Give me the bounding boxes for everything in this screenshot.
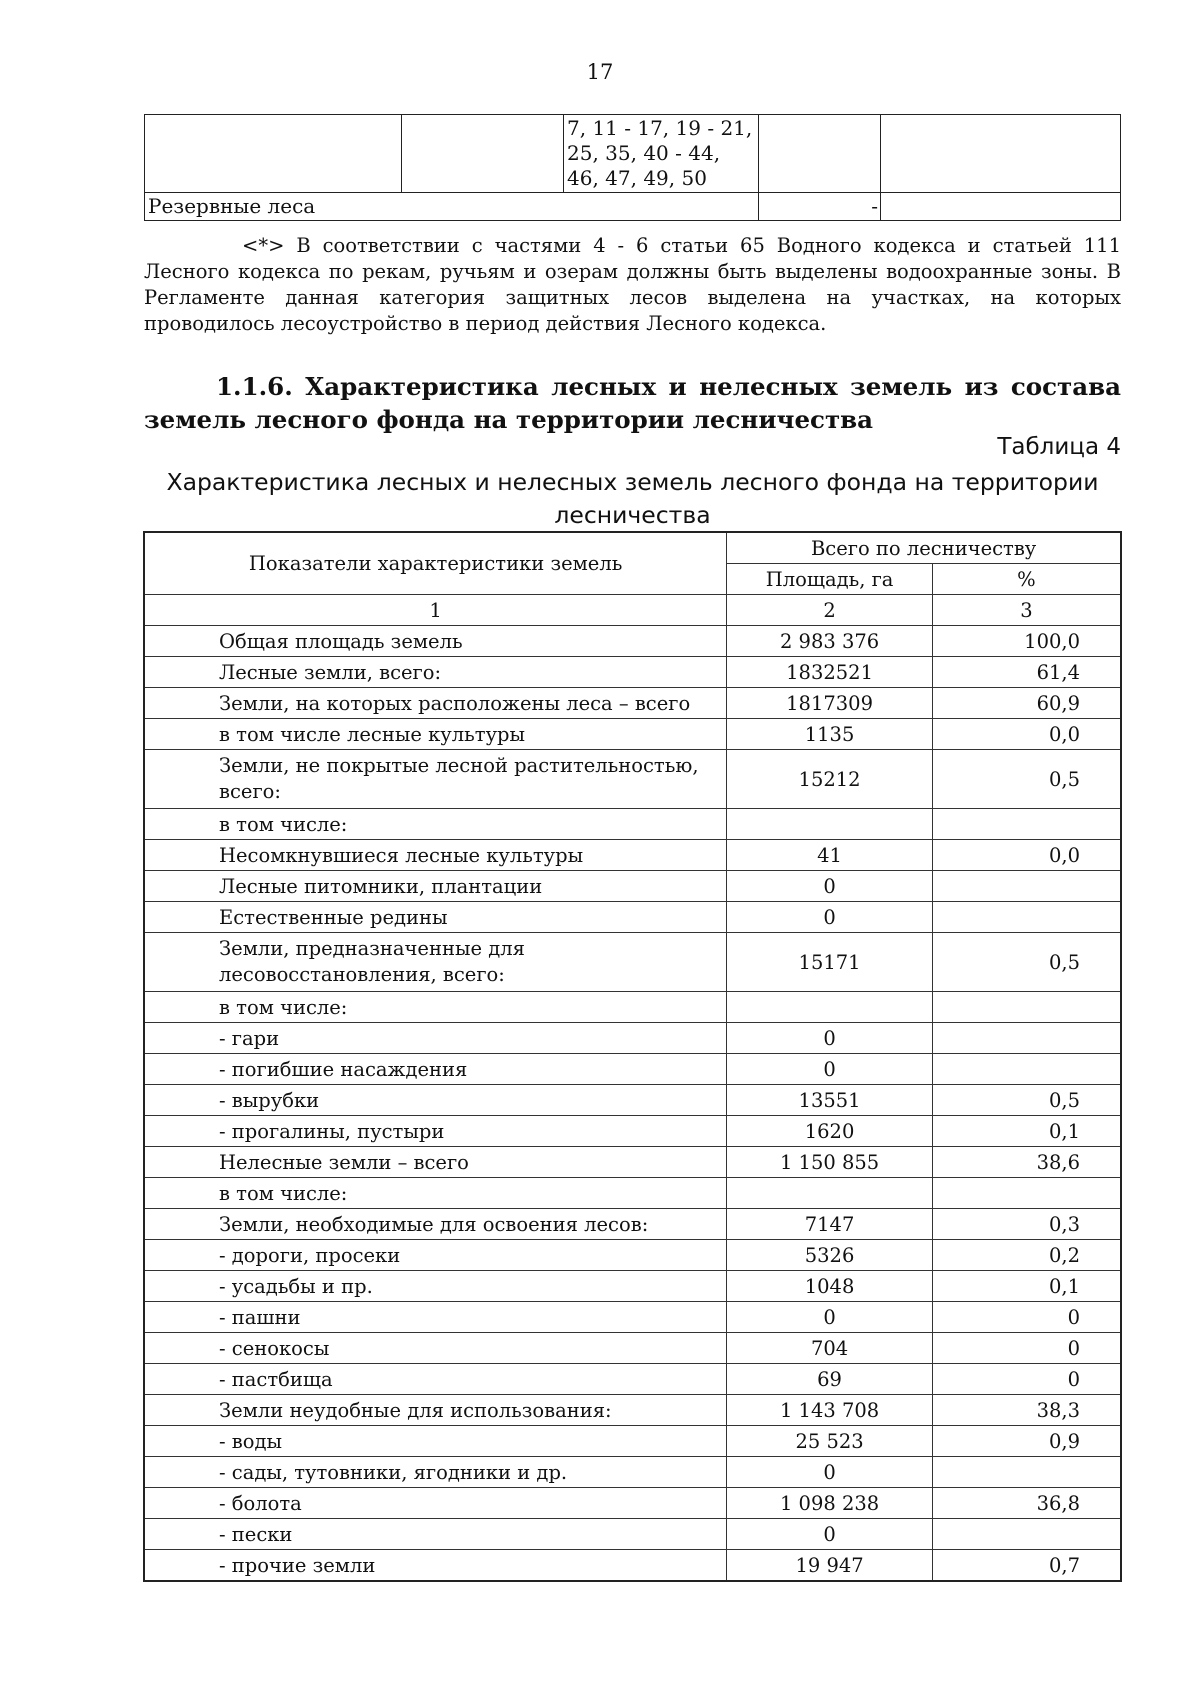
- row-area: 69: [727, 1364, 933, 1395]
- row-area: 15171: [727, 933, 933, 992]
- table-cell: [881, 115, 1121, 193]
- table-row: [144, 1116, 1121, 1147]
- table-row: [144, 1488, 1121, 1519]
- table-row: [144, 1426, 1121, 1457]
- row-percent: 0: [932, 1333, 1121, 1364]
- row-area: 0: [727, 871, 933, 902]
- row-percent: [932, 809, 1121, 840]
- row-area: 5326: [727, 1240, 933, 1271]
- table-body: [144, 626, 1121, 1582]
- table-cell: [402, 115, 564, 193]
- row-percent: [932, 1054, 1121, 1085]
- row-area: 25 523: [727, 1426, 933, 1457]
- row-label: - болота: [144, 1488, 727, 1519]
- row-area: 1048: [727, 1271, 933, 1302]
- row-percent: [932, 1178, 1121, 1209]
- column-number: 1: [144, 595, 727, 626]
- footnote: [144, 233, 1121, 337]
- column-number: 3: [932, 595, 1121, 626]
- table-row: [144, 1457, 1121, 1488]
- row-percent: 0,0: [932, 840, 1121, 871]
- column-number: 2: [727, 595, 933, 626]
- table-row: [144, 933, 1121, 992]
- row-label: Земли, на которых расположены леса – всего: [144, 688, 727, 719]
- row-label: Лесные питомники, плантации: [144, 871, 727, 902]
- table-cell: Резервные леса: [145, 193, 759, 221]
- table-cell: [759, 115, 881, 193]
- table-row: [144, 1147, 1121, 1178]
- row-label: Естественные редины: [144, 902, 727, 933]
- row-label: в том числе:: [144, 1178, 727, 1209]
- row-area: 41: [727, 840, 933, 871]
- row-percent: 0,5: [932, 933, 1121, 992]
- table-row: [145, 193, 1121, 221]
- row-percent: 0,5: [932, 1085, 1121, 1116]
- row-label: Земли неудобные для использования:: [144, 1395, 727, 1426]
- column-number-row: [144, 595, 1121, 626]
- table-row: [144, 1395, 1121, 1426]
- header-percent: %: [932, 564, 1121, 595]
- page-number: 17: [586, 60, 614, 84]
- table-row: [144, 871, 1121, 902]
- row-area: 1 098 238: [727, 1488, 933, 1519]
- row-label: - пашни: [144, 1302, 727, 1333]
- row-label: - погибшие насаждения: [144, 1054, 727, 1085]
- row-percent: 60,9: [932, 688, 1121, 719]
- row-area: 2 983 376: [727, 626, 933, 657]
- table-row: [144, 626, 1121, 657]
- row-area: 1620: [727, 1116, 933, 1147]
- table-row: [144, 1550, 1121, 1582]
- row-label: - воды: [144, 1426, 727, 1457]
- table-row: [144, 1023, 1121, 1054]
- section-heading: [144, 370, 1121, 436]
- header-area: Площадь, га: [727, 564, 933, 595]
- table-label: Таблица 4: [997, 434, 1121, 460]
- footnote-text: <*> В соответствии с частями 4 - 6 статьи 65 Водного кодекса и статьей 111 Лесного кодекса по рекам, ручьям и озерам должны быть выделены водоохранные зоны. В Регламенте данная категория защитных лесов выделена на участках, на которых проводилось лесоустройство в период действия Лесного кодекса.: [144, 234, 1121, 335]
- row-percent: [932, 871, 1121, 902]
- row-label: Земли, предназначенные для лесовосстановления, всего:: [144, 933, 727, 992]
- table-row: [144, 1209, 1121, 1240]
- table-row: [144, 1240, 1121, 1271]
- header-total-group: Всего по лесничеству: [727, 532, 1121, 564]
- table-cell: [145, 115, 402, 193]
- table-header-row: [144, 532, 1121, 564]
- row-percent: [932, 902, 1121, 933]
- row-area: 0: [727, 1519, 933, 1550]
- row-percent: 61,4: [932, 657, 1121, 688]
- row-area: 19 947: [727, 1550, 933, 1582]
- row-label: Нелесные земли – всего: [144, 1147, 727, 1178]
- row-percent: 38,6: [932, 1147, 1121, 1178]
- table-row: [144, 809, 1121, 840]
- table-row: [145, 115, 1121, 193]
- row-label: - пески: [144, 1519, 727, 1550]
- row-percent: [932, 1023, 1121, 1054]
- table-row: [144, 840, 1121, 871]
- row-percent: 38,3: [932, 1395, 1121, 1426]
- row-label: - пастбища: [144, 1364, 727, 1395]
- table-row: [144, 1333, 1121, 1364]
- row-percent: 0,1: [932, 1116, 1121, 1147]
- row-percent: 0,0: [932, 719, 1121, 750]
- row-area: 1135: [727, 719, 933, 750]
- row-area: [727, 1178, 933, 1209]
- table-row: [144, 1178, 1121, 1209]
- row-percent: 100,0: [932, 626, 1121, 657]
- row-percent: [932, 1457, 1121, 1488]
- row-label: - прогалины, пустыри: [144, 1116, 727, 1147]
- section-heading-text: 1.1.6. Характеристика лесных и нелесных земель из состава земель лесного фонда на территории лесничества: [144, 372, 1121, 434]
- row-percent: 0,1: [932, 1271, 1121, 1302]
- row-label: - сенокосы: [144, 1333, 727, 1364]
- row-percent: 0,2: [932, 1240, 1121, 1271]
- row-area: 0: [727, 1457, 933, 1488]
- row-area: 1817309: [727, 688, 933, 719]
- row-label: в том числе лесные культуры: [144, 719, 727, 750]
- row-label: Земли, не покрытые лесной растительностью, всего:: [144, 750, 727, 809]
- table-row: [144, 1054, 1121, 1085]
- row-label: - прочие земли: [144, 1550, 727, 1582]
- row-area: [727, 809, 933, 840]
- row-label: Земли, необходимые для освоения лесов:: [144, 1209, 727, 1240]
- row-area: 7147: [727, 1209, 933, 1240]
- row-label: - усадьбы и пр.: [144, 1271, 727, 1302]
- table-row: [144, 992, 1121, 1023]
- row-label: - гари: [144, 1023, 727, 1054]
- table-cell: -: [759, 193, 881, 221]
- row-percent: 0,9: [932, 1426, 1121, 1457]
- row-area: 1 150 855: [727, 1147, 933, 1178]
- row-area: 1 143 708: [727, 1395, 933, 1426]
- row-label: Лесные земли, всего:: [144, 657, 727, 688]
- row-area: [727, 992, 933, 1023]
- row-percent: 0,7: [932, 1550, 1121, 1582]
- table-caption: Характеристика лесных и нелесных земель лесного фонда на территории лесничества: [166, 468, 1099, 529]
- table-cell: [881, 193, 1121, 221]
- table-cell: 7, 11 - 17, 19 - 21, 25, 35, 40 - 44, 46, 47, 49, 50: [564, 115, 759, 193]
- table-row: [144, 1519, 1121, 1550]
- row-label: - вырубки: [144, 1085, 727, 1116]
- row-percent: [932, 1519, 1121, 1550]
- row-percent: [932, 992, 1121, 1023]
- table-row: [144, 1271, 1121, 1302]
- row-area: 0: [727, 1054, 933, 1085]
- row-label: Общая площадь земель: [144, 626, 727, 657]
- row-area: 15212: [727, 750, 933, 809]
- row-area: 1832521: [727, 657, 933, 688]
- row-percent: 0,3: [932, 1209, 1121, 1240]
- table-row: [144, 657, 1121, 688]
- land-characteristics-table: [143, 531, 1122, 1582]
- row-area: 704: [727, 1333, 933, 1364]
- row-area: 0: [727, 1302, 933, 1333]
- table-row: [144, 750, 1121, 809]
- table-row: [144, 1302, 1121, 1333]
- table-row: [144, 1364, 1121, 1395]
- row-percent: 0,5: [932, 750, 1121, 809]
- row-percent: 0: [932, 1302, 1121, 1333]
- continuation-table: [144, 114, 1121, 221]
- table-row: [144, 902, 1121, 933]
- row-label: - дороги, просеки: [144, 1240, 727, 1271]
- row-label: в том числе:: [144, 809, 727, 840]
- header-indicators: Показатели характеристики земель: [144, 532, 727, 595]
- row-percent: 0: [932, 1364, 1121, 1395]
- row-label: Несомкнувшиеся лесные культуры: [144, 840, 727, 871]
- row-percent: 36,8: [932, 1488, 1121, 1519]
- table-row: [144, 688, 1121, 719]
- row-area: 0: [727, 902, 933, 933]
- row-area: 0: [727, 1023, 933, 1054]
- row-label: в том числе:: [144, 992, 727, 1023]
- table-row: [144, 719, 1121, 750]
- row-area: 13551: [727, 1085, 933, 1116]
- table-row: [144, 1085, 1121, 1116]
- row-label: - сады, тутовники, ягодники и др.: [144, 1457, 727, 1488]
